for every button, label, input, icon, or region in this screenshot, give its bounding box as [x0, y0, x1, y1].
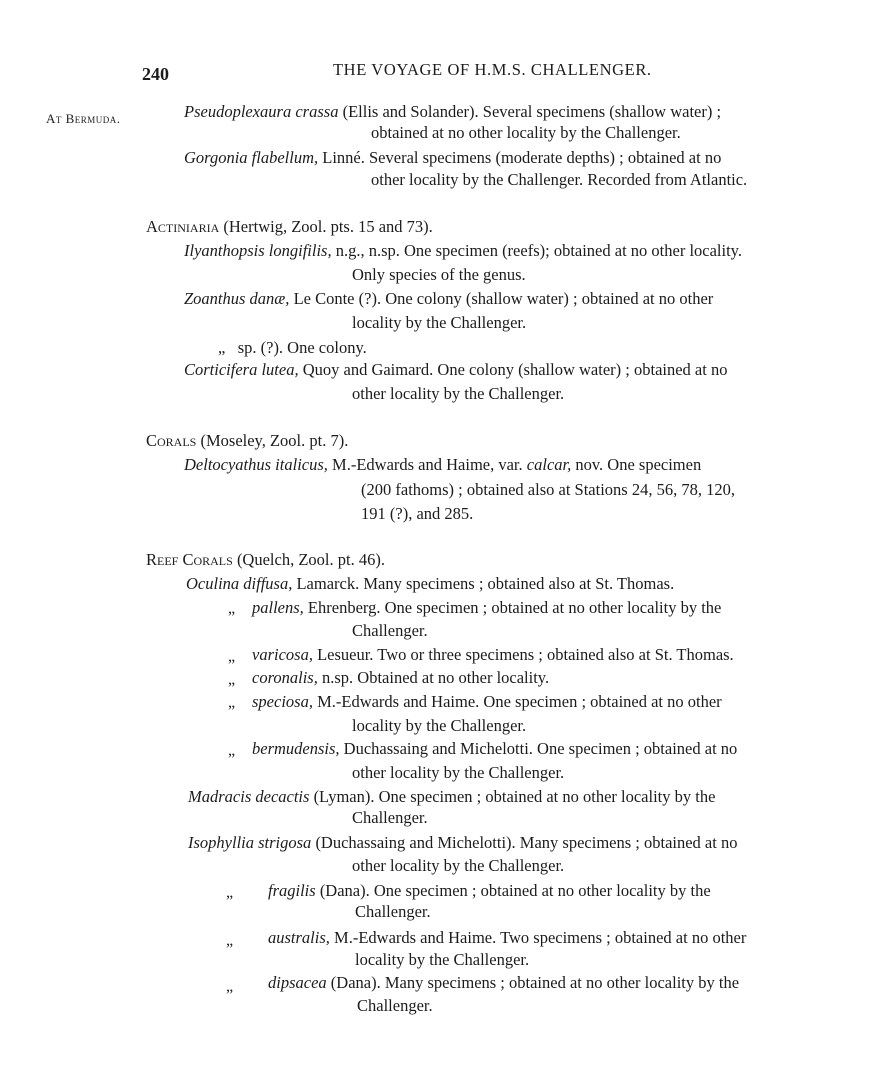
section-heading-corals: Corals (Moseley, Zool. pt. 7). — [146, 431, 349, 450]
ditto-mark: „ — [228, 600, 236, 617]
entry-isophyllia-australis-cont: locality by the Challenger. — [355, 950, 530, 969]
entry-corticifera-cont: other locality by the Challenger. — [352, 384, 565, 403]
entry-madracis-cont: Challenger. — [352, 808, 428, 827]
ditto-mark: „ — [226, 884, 234, 901]
ditto-mark: „ — [226, 978, 234, 995]
entry-isophyllia-fragilis-cont: Challenger. — [355, 902, 431, 921]
ditto-mark: „ — [218, 338, 226, 357]
entry-oculina-bermudensis-cont: other locality by the Challenger. — [352, 763, 565, 782]
entry-oculina-varicosa: varicosa, Lesueur. Two or three specimens ; obtained also at St. Thomas. — [252, 645, 734, 664]
ditto-mark: „ — [228, 742, 236, 759]
entry-oculina-speciosa-cont: locality by the Challenger. — [352, 716, 527, 735]
entry-gorgonia-cont: other locality by the Challenger. Recorded from Atlantic. — [371, 170, 748, 189]
entry-corticifera: Corticifera lutea, Quoy and Gaimard. One colony (shallow water) ; obtained at no — [184, 360, 728, 379]
ditto-mark: „ — [228, 694, 236, 711]
entry-isophyllia-fragilis: fragilis (Dana). One specimen ; obtained at no other locality by the — [268, 881, 711, 900]
entry-oculina-pallens: pallens, Ehrenberg. One specimen ; obtained at no other locality by the — [252, 598, 722, 617]
ditto-mark: „ — [228, 648, 236, 665]
section-heading-reef-corals: Reef Corals (Quelch, Zool. pt. 46). — [146, 550, 385, 569]
entry-gorgonia: Gorgonia flabellum, Linné. Several specimens (moderate depths) ; obtained at no — [184, 148, 722, 167]
entry-isophyllia-australis: australis, M.-Edwards and Haime. Two specimens ; obtained at no other — [268, 928, 747, 947]
entry-pseudoplexaura: Pseudoplexaura crassa (Ellis and Solander). Several specimens (shallow water) ; — [184, 102, 722, 121]
entry-pseudoplexaura-cont: obtained at no other locality by the Challenger. — [371, 123, 681, 142]
running-title: THE VOYAGE OF H.M.S. CHALLENGER. — [333, 60, 652, 79]
entry-zoanthus: Zoanthus danæ, Le Conte (?). One colony (shallow water) ; obtained at no other — [184, 289, 714, 308]
entry-isophyllia-dipsacea: dipsacea (Dana). Many specimens ; obtained at no other locality by the — [268, 973, 740, 992]
margin-location-note: At Bermuda. — [46, 111, 121, 126]
entry-ilyanthopsis: Ilyanthopsis longifilis, n.g., n.sp. One specimen (reefs); obtained at no other locality. — [184, 241, 742, 260]
entry-deltocyathus-cont: (200 fathoms) ; obtained also at Stations 24, 56, 78, 120, — [361, 480, 735, 499]
entry-oculina-coronalis: coronalis, n.sp. Obtained at no other locality. — [252, 668, 550, 687]
entry-oculina-diffusa: Oculina diffusa, Lamarck. Many specimens ; obtained also at St. Thomas. — [186, 574, 675, 593]
entry-deltocyathus-cont2: 191 (?), and 285. — [361, 504, 474, 523]
entry-isophyllia-dipsacea-cont: Challenger. — [357, 996, 433, 1015]
entry-ilyanthopsis-cont: Only species of the genus. — [352, 265, 526, 284]
entry-madracis: Madracis decactis (Lyman). One specimen ; obtained at no other locality by the — [188, 787, 716, 806]
entry-deltocyathus: Deltocyathus italicus, M.-Edwards and Haime, var. calcar, nov. One specimen — [184, 455, 702, 474]
entry-isophyllia-strigosa-cont: other locality by the Challenger. — [352, 856, 565, 875]
entry-zoanthus-cont: locality by the Challenger. — [352, 313, 527, 332]
entry-oculina-bermudensis: bermudensis, Duchassaing and Michelotti. One specimen ; obtained at no — [252, 739, 738, 758]
page-number: 240 — [142, 64, 169, 84]
ditto-mark: „ — [226, 932, 234, 949]
entry-zoanthus-sp: „ sp. (?). One colony. — [218, 338, 367, 357]
section-heading-actiniaria: Actiniaria (Hertwig, Zool. pts. 15 and 73). — [146, 217, 433, 236]
entry-oculina-pallens-cont: Challenger. — [352, 621, 428, 640]
entry-isophyllia-strigosa: Isophyllia strigosa (Duchassaing and Michelotti). Many specimens ; obtained at no — [188, 833, 738, 852]
ditto-mark: „ — [228, 671, 236, 688]
entry-oculina-speciosa: speciosa, M.-Edwards and Haime. One specimen ; obtained at no other — [252, 692, 722, 711]
